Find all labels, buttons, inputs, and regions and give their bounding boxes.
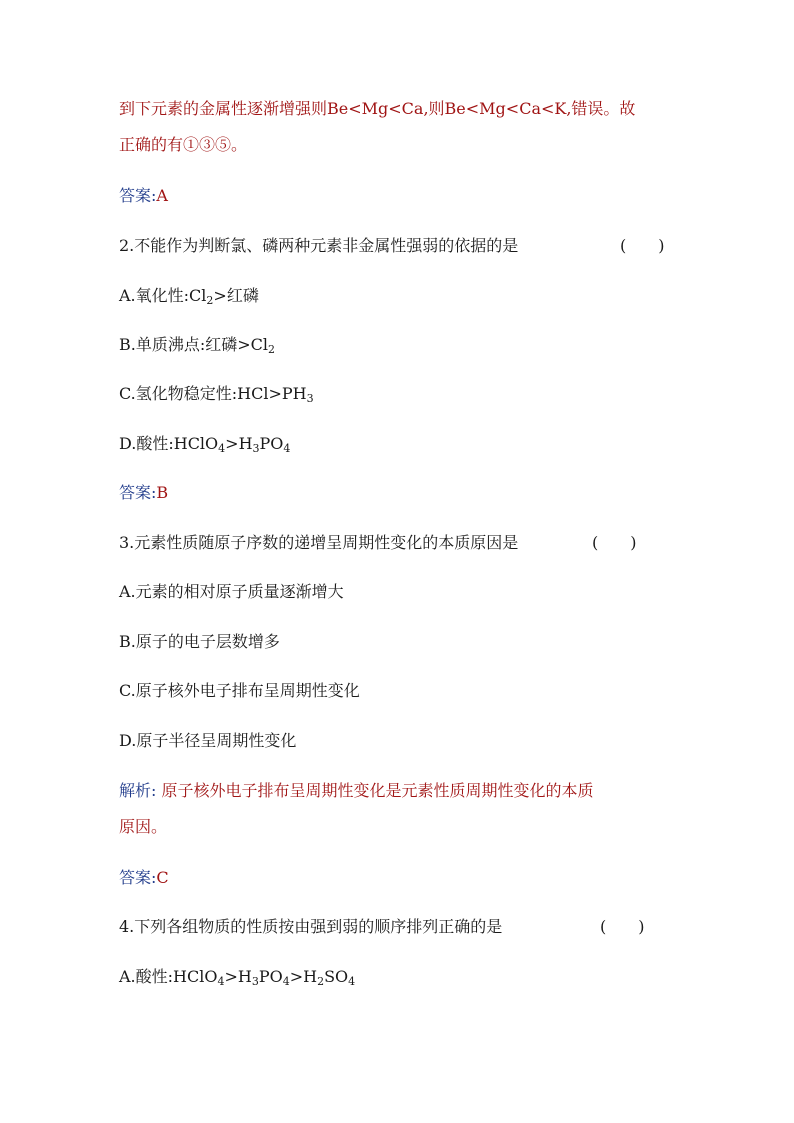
- q2-option-a: [119, 286, 259, 306]
- q3-option-a: A.元素的相对原子质量逐渐增大: [119, 582, 344, 601]
- subscript: 2: [317, 975, 325, 988]
- q2-option-b: [119, 335, 275, 355]
- q3-option-c: C.原子核外电子排布呈周期性变化: [119, 681, 360, 700]
- q3-stem: 3.元素性质随原子序数的递增呈周期性变化的本质原因是: [119, 533, 519, 552]
- subscript: 4: [217, 975, 225, 988]
- q4-stem: 4.下列各组物质的性质按由强到弱的顺序排列正确的是: [119, 917, 503, 936]
- q3-answer: [119, 868, 169, 888]
- analysis-label: 解析:: [119, 781, 157, 800]
- option-text: >H: [225, 434, 253, 453]
- q3-answer-paren: ( ): [592, 533, 637, 552]
- option-text: >H: [224, 967, 252, 986]
- answer-label: 答案:: [119, 868, 157, 887]
- analysis-continuation-line-2: 正确的有①③⑤。: [119, 135, 248, 154]
- answer-value: B: [156, 483, 169, 502]
- analysis-continuation-line-1: 到下元素的金属性逐渐增强则Be<Mg<Ca,则Be<Mg<Ca<K,错误。故: [119, 99, 636, 118]
- q1-answer: [119, 186, 168, 206]
- option-text: D.酸性:HClO: [119, 434, 219, 453]
- option-text: A.酸性:HClO: [119, 967, 218, 986]
- subscript: 3: [251, 975, 259, 988]
- answer-value: A: [156, 186, 168, 205]
- q4-answer-paren: ( ): [600, 917, 645, 936]
- subscript: 2: [206, 294, 214, 307]
- subscript: 4: [283, 442, 291, 455]
- q2-option-d: [119, 434, 290, 454]
- q3-analysis-line-2: 原因。: [119, 817, 168, 836]
- option-text: C.氢化物稳定性:HCl>PH: [119, 384, 307, 403]
- subscript: 4: [348, 975, 356, 988]
- subscript: 4: [282, 975, 290, 988]
- q2-answer-paren: ( ): [620, 236, 665, 255]
- subscript: 2: [268, 343, 276, 356]
- q2-option-c: [119, 384, 314, 404]
- q4-option-a: [119, 967, 355, 987]
- option-text: >红磷: [213, 286, 259, 305]
- analysis-text: 原子核外电子排布呈周期性变化是元素性质周期性变化的本质: [161, 781, 594, 800]
- q3-analysis-line-1: [119, 781, 594, 801]
- q2-stem: 2.不能作为判断氯、磷两种元素非金属性强弱的依据的是: [119, 236, 519, 255]
- subscript: 4: [218, 442, 226, 455]
- q3-option-d: D.原子半径呈周期性变化: [119, 731, 297, 750]
- option-text: >H: [289, 967, 318, 986]
- answer-value: C: [156, 868, 169, 887]
- option-text: SO: [324, 967, 349, 986]
- option-text: B.单质沸点:红磷>Cl: [119, 335, 269, 354]
- option-text: PO: [259, 434, 284, 453]
- option-text: PO: [258, 967, 283, 986]
- subscript: 3: [306, 392, 314, 405]
- answer-label: 答案:: [119, 186, 157, 205]
- subscript: 3: [252, 442, 260, 455]
- answer-label: 答案:: [119, 483, 157, 502]
- q2-answer: [119, 483, 168, 503]
- option-text: A.氧化性:Cl: [119, 286, 207, 305]
- q3-option-b: B.原子的电子层数增多: [119, 632, 280, 651]
